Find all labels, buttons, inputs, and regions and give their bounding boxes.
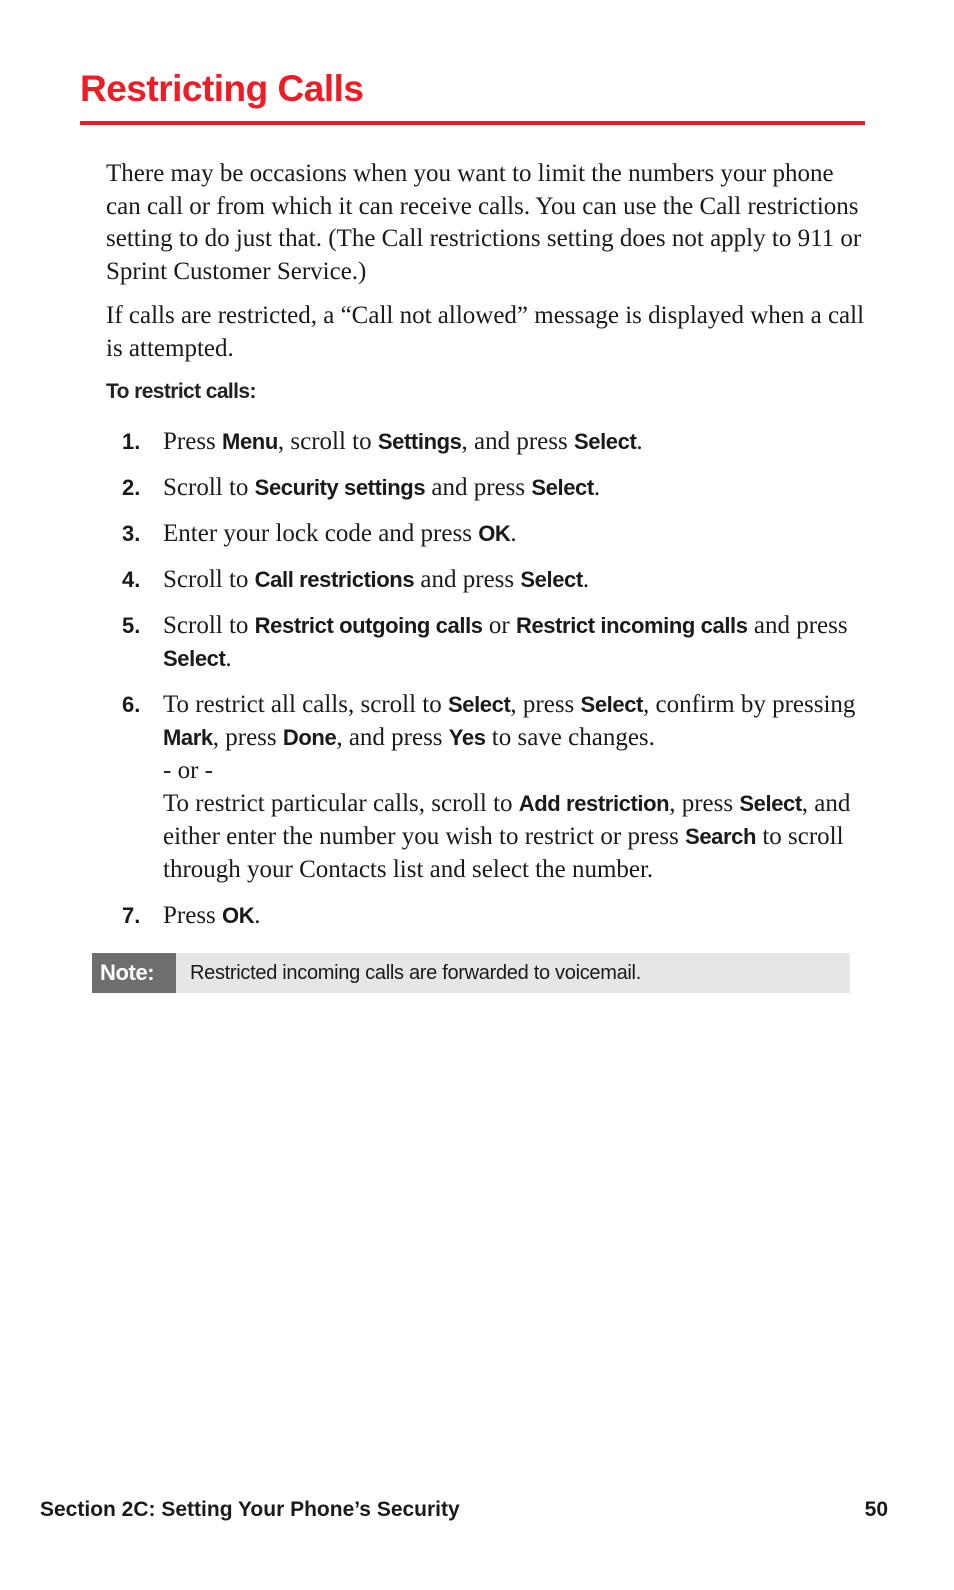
step-text-run: , press (510, 691, 581, 718)
page-title: Restricting Calls (80, 68, 364, 109)
step-text-run: , press (212, 724, 283, 751)
step-text-run: , press (669, 790, 740, 817)
key-name: Select (580, 692, 643, 717)
key-name: Select (163, 646, 226, 671)
step-text-run: . (593, 474, 601, 501)
step-number: 6. (122, 692, 141, 717)
step-item (106, 471, 866, 504)
procedure-heading: To restrict calls: (106, 380, 256, 403)
body-content (106, 158, 866, 945)
note-label: Note: (92, 953, 176, 993)
step-item (106, 563, 866, 596)
step-text (163, 902, 261, 929)
key-name: Restrict incoming calls (515, 613, 748, 638)
step-number: 3. (122, 521, 141, 546)
step-text-run: and press (414, 566, 521, 593)
page-footer (40, 1495, 888, 1525)
key-name: Restrict outgoing calls (254, 613, 483, 638)
step-number: 2. (122, 475, 141, 500)
step-text-run: Press (163, 902, 223, 929)
note-text: Restricted incoming calls are forwarded to voicemail. (190, 961, 641, 984)
step-alternative-text (163, 787, 866, 886)
key-name: Select (531, 475, 594, 500)
step-text (163, 566, 589, 593)
step-text-run: , and press (461, 428, 574, 455)
step-text (163, 428, 643, 455)
message-paragraph: If calls are restricted, a “Call not allowed” message is displayed when a call is attempted. (106, 302, 865, 362)
step-text-run: , and either enter the number you wish to restrict or press (163, 790, 851, 850)
step-or-separator: - or - (163, 757, 213, 784)
step-text-run: , scroll to (277, 428, 378, 455)
step-item (106, 688, 866, 886)
title-rule (80, 121, 865, 125)
key-name: Select (573, 429, 637, 454)
key-name: Select (739, 791, 802, 816)
step-text-run: Enter your lock code and press (163, 520, 479, 547)
step-text-run: , and press (336, 724, 449, 751)
page-number: 50 (864, 1498, 888, 1521)
steps-list (106, 425, 866, 932)
step-text (163, 612, 848, 672)
step-text-run: to scroll through your Contacts list and select the number. (163, 823, 844, 883)
key-name: Done (282, 725, 337, 750)
key-name: Search (685, 824, 757, 849)
step-item (106, 899, 866, 932)
step-text-run: or (482, 612, 516, 639)
step-text-run: Scroll to (163, 566, 255, 593)
step-item (106, 609, 866, 675)
key-name: Settings (377, 429, 462, 454)
step-text (163, 474, 600, 501)
step-item (106, 517, 866, 550)
key-name: Security settings (254, 475, 426, 500)
key-name: Menu (222, 429, 278, 454)
step-text-run: Scroll to (163, 474, 255, 501)
step-text-run: . (636, 428, 643, 455)
step-text-run: , confirm by pressing (642, 691, 856, 718)
step-number: 4. (122, 567, 141, 592)
step-text-run: and press (747, 612, 848, 639)
step-text-run: . (582, 566, 590, 593)
step-number: 1. (122, 429, 141, 454)
step-text-run: Press (163, 428, 223, 455)
key-name: Select (520, 567, 583, 592)
key-name: Call restrictions (254, 567, 415, 592)
step-text (163, 691, 855, 751)
step-text-run: To restrict all calls, scroll to (163, 691, 448, 718)
step-text-run: . (510, 520, 517, 547)
step-text-run: and press (425, 474, 532, 501)
intro-paragraph: There may be occasions when you want to limit the numbers your phone can call or from which it can receive calls. You can use the Call restrictions setting to do just that. (The Call restrictions setting does not apply to 911 or Sprint Customer Service.) (106, 160, 862, 285)
step-text-run: . (254, 902, 261, 929)
key-name: Mark (163, 725, 213, 750)
step-text-run: Scroll to (163, 612, 255, 639)
note-box (92, 953, 850, 993)
step-text (163, 520, 517, 547)
step-text-run: . (225, 645, 232, 672)
key-name: Select (447, 692, 511, 717)
step-item (106, 425, 866, 458)
step-text-run: to save changes. (485, 724, 655, 751)
step-number: 5. (122, 613, 141, 638)
key-name: OK (478, 521, 511, 546)
key-name: Add restriction (518, 791, 670, 816)
step-text-run: To restrict particular calls, scroll to (163, 790, 519, 817)
step-number: 7. (122, 903, 141, 928)
footer-section-title: Section 2C: Setting Your Phone’s Security (40, 1498, 460, 1521)
key-name: OK (222, 903, 255, 928)
key-name: Yes (448, 725, 486, 750)
